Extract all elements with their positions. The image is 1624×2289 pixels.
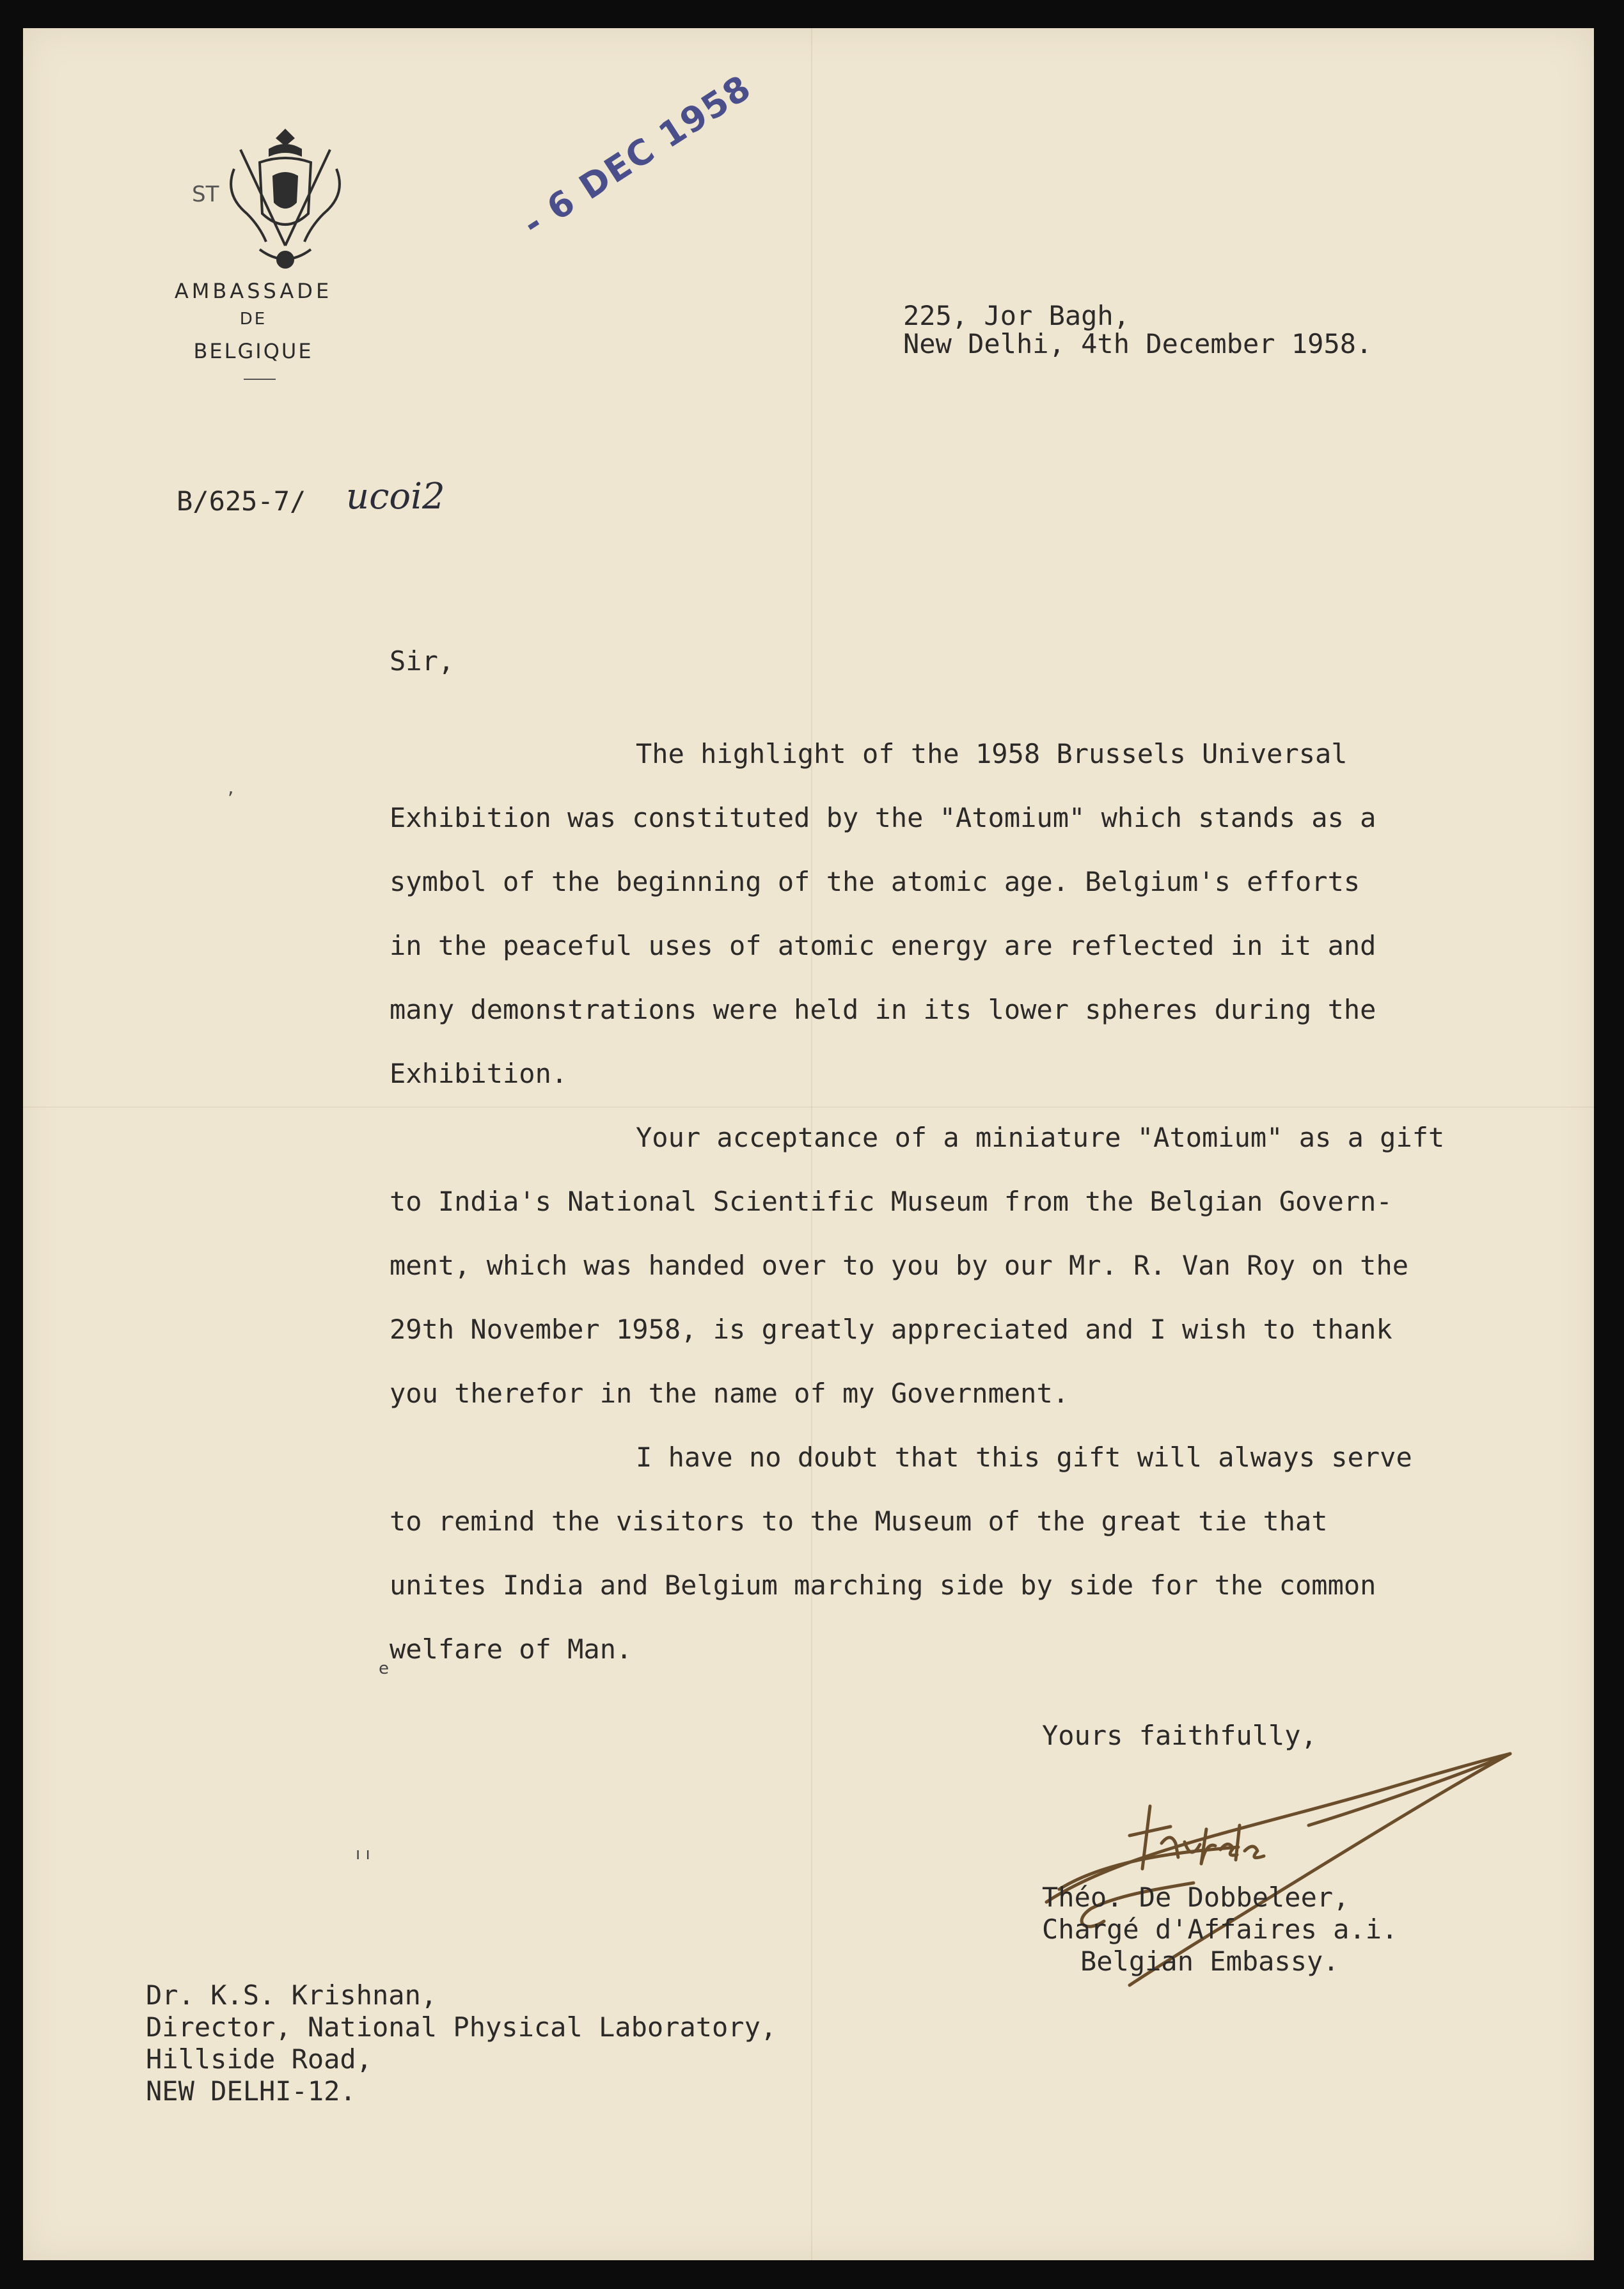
ink-speck: , xyxy=(228,776,234,799)
body-line: Exhibition. xyxy=(390,1058,568,1089)
recipient-line-4: NEW DELHI-12. xyxy=(146,2075,356,2107)
reference-number: B/625-7/ xyxy=(177,485,306,517)
belgian-crest-icon xyxy=(215,124,356,284)
body-line: Your acceptance of a miniature "Atomium" as a gift xyxy=(636,1122,1445,1153)
letter-page xyxy=(23,28,1594,2260)
ink-speck: ı ı xyxy=(356,1845,370,1864)
closing: Yours faithfully, xyxy=(1042,1720,1317,1751)
signatory-title: Chargé d'Affaires a.i. xyxy=(1042,1914,1398,1945)
body-line: ment, which was handed over to you by our Mr. R. Van Roy on the xyxy=(390,1250,1409,1281)
body-line: The highlight of the 1958 Brussels Universal xyxy=(636,738,1348,769)
signatory-name: Théo. De Dobbeleer, xyxy=(1042,1882,1350,1913)
ink-speck: e xyxy=(379,1659,389,1678)
body-line: Exhibition was constituted by the "Atomium" which stands as a xyxy=(390,802,1376,833)
reference-handwritten: ucoi2 xyxy=(346,476,445,517)
fold-crease-horizontal xyxy=(23,1106,1594,1108)
recipient-line-3: Hillside Road, xyxy=(146,2043,373,2075)
received-date-stamp: - 6 DEC 1958 xyxy=(516,67,759,244)
body-line: I have no doubt that this gift will always serve xyxy=(636,1442,1412,1473)
letterhead-rule xyxy=(244,379,276,380)
body-line: unites India and Belgium marching side by side for the common xyxy=(390,1569,1376,1601)
recipient-line-2: Director, National Physical Laboratory, xyxy=(146,2011,777,2043)
letterhead-line-1: AMBASSADE xyxy=(174,279,333,303)
recipient-line-1: Dr. K.S. Krishnan, xyxy=(146,1979,438,2011)
signatory-organization: Belgian Embassy. xyxy=(1080,1946,1339,1977)
body-line: symbol of the beginning of the atomic age. Belgium's efforts xyxy=(390,866,1360,897)
salutation: Sir, xyxy=(390,645,455,677)
body-line: many demonstrations were held in its lower spheres during the xyxy=(390,994,1376,1025)
letterhead-line-2: DE xyxy=(239,310,267,329)
body-line: welfare of Man. xyxy=(390,1633,633,1665)
body-line: to India's National Scientific Museum from the Belgian Govern- xyxy=(390,1186,1392,1217)
body-line: in the peaceful uses of atomic energy are reflected in it and xyxy=(390,930,1376,961)
sender-address-line-2: New Delhi, 4th December 1958. xyxy=(903,328,1373,359)
body-line: to remind the visitors to the Museum of the great tie that xyxy=(390,1506,1328,1537)
body-line: 29th November 1958, is greatly appreciated and I wish to thank xyxy=(390,1314,1392,1345)
body-line: you therefor in the name of my Government. xyxy=(390,1378,1069,1409)
crest-mark: ST xyxy=(192,182,219,207)
sender-address-line-1: 225, Jor Bagh, xyxy=(903,300,1130,331)
letterhead-line-3: BELGIQUE xyxy=(193,339,313,363)
